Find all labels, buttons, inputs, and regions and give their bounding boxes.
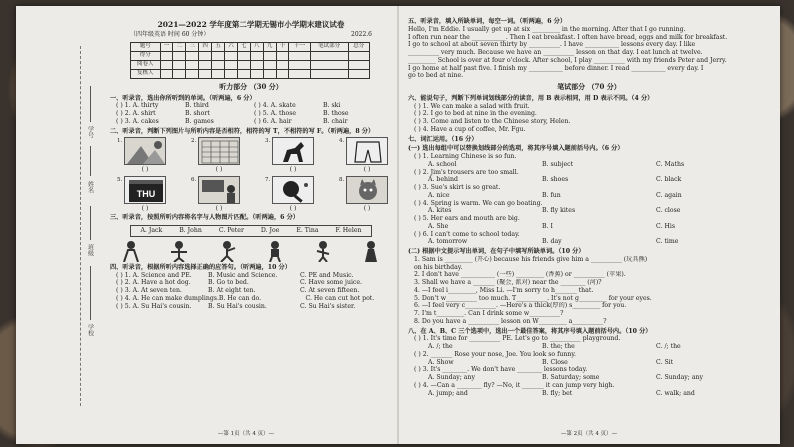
margin-label: 学校 [86,324,94,336]
margin-label: 姓名 [86,181,94,193]
write-line [90,266,91,320]
options-row: A. tomorrow B. day C. time [428,238,679,246]
question-row: ( ) 2. I go to bed at nine in the evening. [414,110,537,118]
question-row: ( ) 4. Have a cup of coffee, Mr. Fgu. [414,125,526,133]
options-row: A. kites B. fly kites C. close [428,207,681,215]
grade-info: （四年级英语 时间 60 分钟） [130,31,210,39]
name-option: C. Peter [218,227,244,235]
horse-picture: 3. [272,137,314,165]
name-option: B. John [179,227,202,235]
write-line [90,86,91,122]
question-6-title: 六、能说句子，判断下列单词划线部分的读音，用 B 表示相同，用 D 表示不同。（4 分） [408,94,654,102]
question-1-title: 一、听录音，选出你所听到的单词。（听两遍，6 分） [110,94,256,102]
margin-label: 班级 [86,244,94,256]
picture-item: 4. ( ) [346,137,388,174]
passage-line: I go to school at about seven thirty by __________. I have ___________ lessons every day. I like [408,41,696,49]
write-line [90,206,91,240]
passage-line: _________ School is over at four o'clock. After school, I play __________ with my friends Peter and Jerry. [408,56,727,64]
question-5-title: 五、听录音，填入所缺单词，每空一词。（听两遍，6 分） [408,18,567,25]
table-cell: 六 [225,42,238,51]
calendar-grid-icon [199,138,241,166]
person-figure-icon [120,240,142,262]
person-figure-icon [168,240,190,262]
mountain-icon [125,138,167,166]
write-line [90,146,91,176]
question-row: ( ) 1. A. Science and PE. B. Music and Science. C. PE and Music. [116,271,354,279]
exam-subtitle [130,31,372,39]
question-7a-title: (一) 选出每组中可以替换划线部分的选项，将其序号填入题前括号内。（6 分） [408,145,624,153]
question-row: ( ) 2. A. Have a hot dog. B. Go to bed. C. Have some juice. [116,279,363,287]
page-2-footer: —第 2页（共 4 页）— [560,431,618,438]
name-option: A. Jack [140,227,163,235]
page-2-content [408,16,770,397]
question-row: ( ) 3. It's ________. We don't have ________ lessons today. [414,366,588,374]
passage-line: Hello, I'm Eddie. I usually get up at six _________ in the morning. After that I go running. [408,25,686,33]
table-cell: 九 [263,42,276,51]
shorts-picture: 4. [346,137,388,165]
question-2-title: 二、听录音，判断下列图片与所听内容是否相符，相符的写 T，不相符的写 F。（听两遍，8 分） [110,127,375,135]
table-cell: 八 [250,42,263,51]
options-row: A. jump; and B. fly; bet C. walk; and [428,389,695,397]
calendar-icon [125,177,167,205]
picture-item: 7. ( ) [272,176,314,213]
table-cell: 阅卷人 [131,60,161,69]
options-row: A. behind B. shoes C. black [428,176,682,184]
question-row: 2. I don't have ___________ (一些) _________ (香蕉) or __________ (苹果). [414,271,626,279]
person-figure-icon [264,240,286,262]
picture-row [117,137,388,174]
question-7b-title: (二) 根据中文提示写出单词，在句子中填写所缺单词。（10 分） [408,248,585,255]
passage-line: go to bed at nine. [408,72,464,80]
name-option: F. Helen [335,227,362,235]
question-row: ( ) 3. A. At seven ten. B. At eight ten. C. At seven fifteen. [116,287,360,295]
question-row: ( ) 2. _______ Rose your nose, Joe. You look so funny. [414,350,576,358]
page-2 [400,6,778,444]
question-row: ( ) 1. We can make a salad with fruit. [414,102,530,110]
classroom-icon [199,177,241,205]
question-row: 7. I'm t_________. Can I drink some w__________? [414,310,564,317]
page-1-footer: —第 1页（共 4 页）— [217,431,275,438]
cut-line [80,46,81,406]
score-row [131,51,370,60]
options-row: A. nice B. fun C. again [428,191,682,199]
thursday-calendar-picture: 5. THU [124,176,166,204]
name-option: E. Tina [296,227,319,235]
table-cell: 复核人 [131,69,161,78]
ping-pong-picture: 7. [272,176,314,204]
score-row [131,60,370,69]
passage-line: __________ very much. Because we have an __________ lesson on that day. I eat lunch at twelve. [408,49,703,56]
question-row: ( ) 3. A. cakes B. games ( ) 6. A. hair B. chair [116,117,348,125]
binding-margin [16,6,108,444]
margin-label: 学号 [86,126,94,138]
name-option: D. Joe [260,227,280,235]
exam-sheet [16,6,780,444]
exam-date: 2022.6 [351,31,372,39]
question-row: 5. Don't w__________ too much. T__________. It's not g_________ for your eyes. [414,294,652,302]
person-figure-icon [312,240,334,262]
question-row: ( ) 3. Come and listen to the Chinese story, Helen. [414,118,571,125]
picture-item: 8. ( ) [346,176,388,213]
question-row: ( ) 3. Sue's skirt is so great. [414,184,501,191]
picture-item: 1. ( ) [124,137,166,174]
horse-icon [273,138,315,166]
question-row: ( ) 1. Learning Chinese is so fun. [414,153,517,160]
question-row: ( ) 4. —Can a ________ fly? —No, it _______ it can jump very high. [414,381,615,389]
classroom-picture: 6. [198,176,240,204]
table-cell: 四 [199,42,212,51]
question-row: 8. Do you have a __________ lesson on W_________ a__________? [414,317,607,325]
question-row: 6. —I feel very c__________. —Here's a thick(厚的) s_________ for you. [414,302,627,310]
picture-item: 2. ( ) [198,137,240,174]
table-cell: 二 [173,42,186,51]
calendar-picture: 2. [198,137,240,165]
cat-icon [347,177,389,205]
question-4-title: 四、听录音，根据所听内容选择正确的应答句。（听两遍，10 分） [110,263,291,271]
table-cell: 十一 [289,42,310,51]
options-row: A. She B. I C. His [428,222,675,230]
score-row [131,69,370,78]
question-row: ( ) 6. I can't come to school today. [414,230,520,238]
table-cell: 一 [160,42,173,51]
question-row: ( ) 1. A. thirty B. third ( ) 4. A. skate B. ski [116,102,341,110]
options-row: A. Sunday; any B. Saturday; some C. Sunday; any [428,374,704,381]
person-figure-icon [360,240,382,262]
table-cell: 总分 [348,42,369,51]
names-box [130,225,372,237]
picture-item: 6. ( ) [198,176,240,213]
shorts-icon [347,138,389,166]
mountain-sun-picture: 1. [124,137,166,165]
table-cell: 三 [186,42,199,51]
figures-row [120,240,382,262]
svg-text:THU: THU [136,188,156,199]
passage-line: I go home at half past five. I finish my ___________ before dinner. I read ___________ every day. I [408,64,704,72]
question-row: 1. Sam is _________ (开心) because his friends give him a __________ (玩具熊) [414,255,648,263]
page-fold [397,6,399,444]
question-7-title: 七、词汇运用。（16 分） [408,135,478,143]
question-row: on his birthday. [414,263,463,271]
table-cell: 十 [276,42,289,51]
picture-item: 5. THU ( ) [124,176,166,213]
person-figure-icon [216,240,238,262]
table-cell: 得分 [131,51,161,60]
picture-item: 3. ( ) [272,137,314,174]
options-row: A. school B. subject C. Maths [428,160,685,168]
page-1 [16,6,396,444]
table-cell: 五 [212,42,225,51]
question-row: 4. —I feel i_________, Miss Li. —I'm sorry to h_______ that. [414,286,594,294]
ping-pong-icon [273,177,315,205]
question-row: ( ) 2. A. shirt B. short ( ) 5. A. those B. those [116,110,349,118]
question-row: ( ) 2. Jim's trousers are too small. [414,168,519,176]
table-cell: 题号 [131,42,161,51]
listening-section-title: 听力部分 （30 分） [219,81,283,91]
question-3-title: 三、听录音，按照所听内容将名字与人物图片匹配。（听两遍，6 分） [110,214,299,222]
question-row: ( ) 1. It's time for __________ PE. Let's go to __________ playground. [414,335,621,343]
question-row: 3. Shall we have a _______ (聚会, 派对) near the ________ (河)? [414,279,602,286]
options-row: A. Show B. Close C. Sit [428,358,674,366]
score-head-row [131,42,370,51]
options-row: A. /; the B. the; the C. /; the [428,343,681,350]
question-row: ( ) 5. A. Su Hai's cousin. B. Su Hai's cousin. C. Su Hai's sister. [116,302,356,310]
picture-row [117,176,388,213]
table-cell: 笔试部分 [310,42,348,51]
question-row: ( ) 5. Her ears and mouth are big. [414,215,520,222]
question-row: ( ) 4. A. He can make dumplings. B. He can do. C. He can cut hot pot. [116,294,375,302]
question-row: ( ) 4. Spring is warm. We can go boating. [414,199,543,207]
exam-title: 2021—2022 学年度第二学期无锡市小学期末建议试卷 [157,20,345,29]
table-cell: 七 [237,42,250,51]
cat-cartoon-picture: 8. [346,176,388,204]
passage-line: I often run near the ___________. Then I eat breakfast. I often have bread, eggs and milk for breakfast. [408,33,728,41]
question-8-title: 八、在 A、B、C 三个选项中，选出一个最佳答案，将其序号填入题前括号内。（10 分） [408,327,652,335]
page-1-content [110,20,392,310]
written-section-title: 笔试部分 （70 分） [557,82,621,91]
score-table [130,42,370,79]
